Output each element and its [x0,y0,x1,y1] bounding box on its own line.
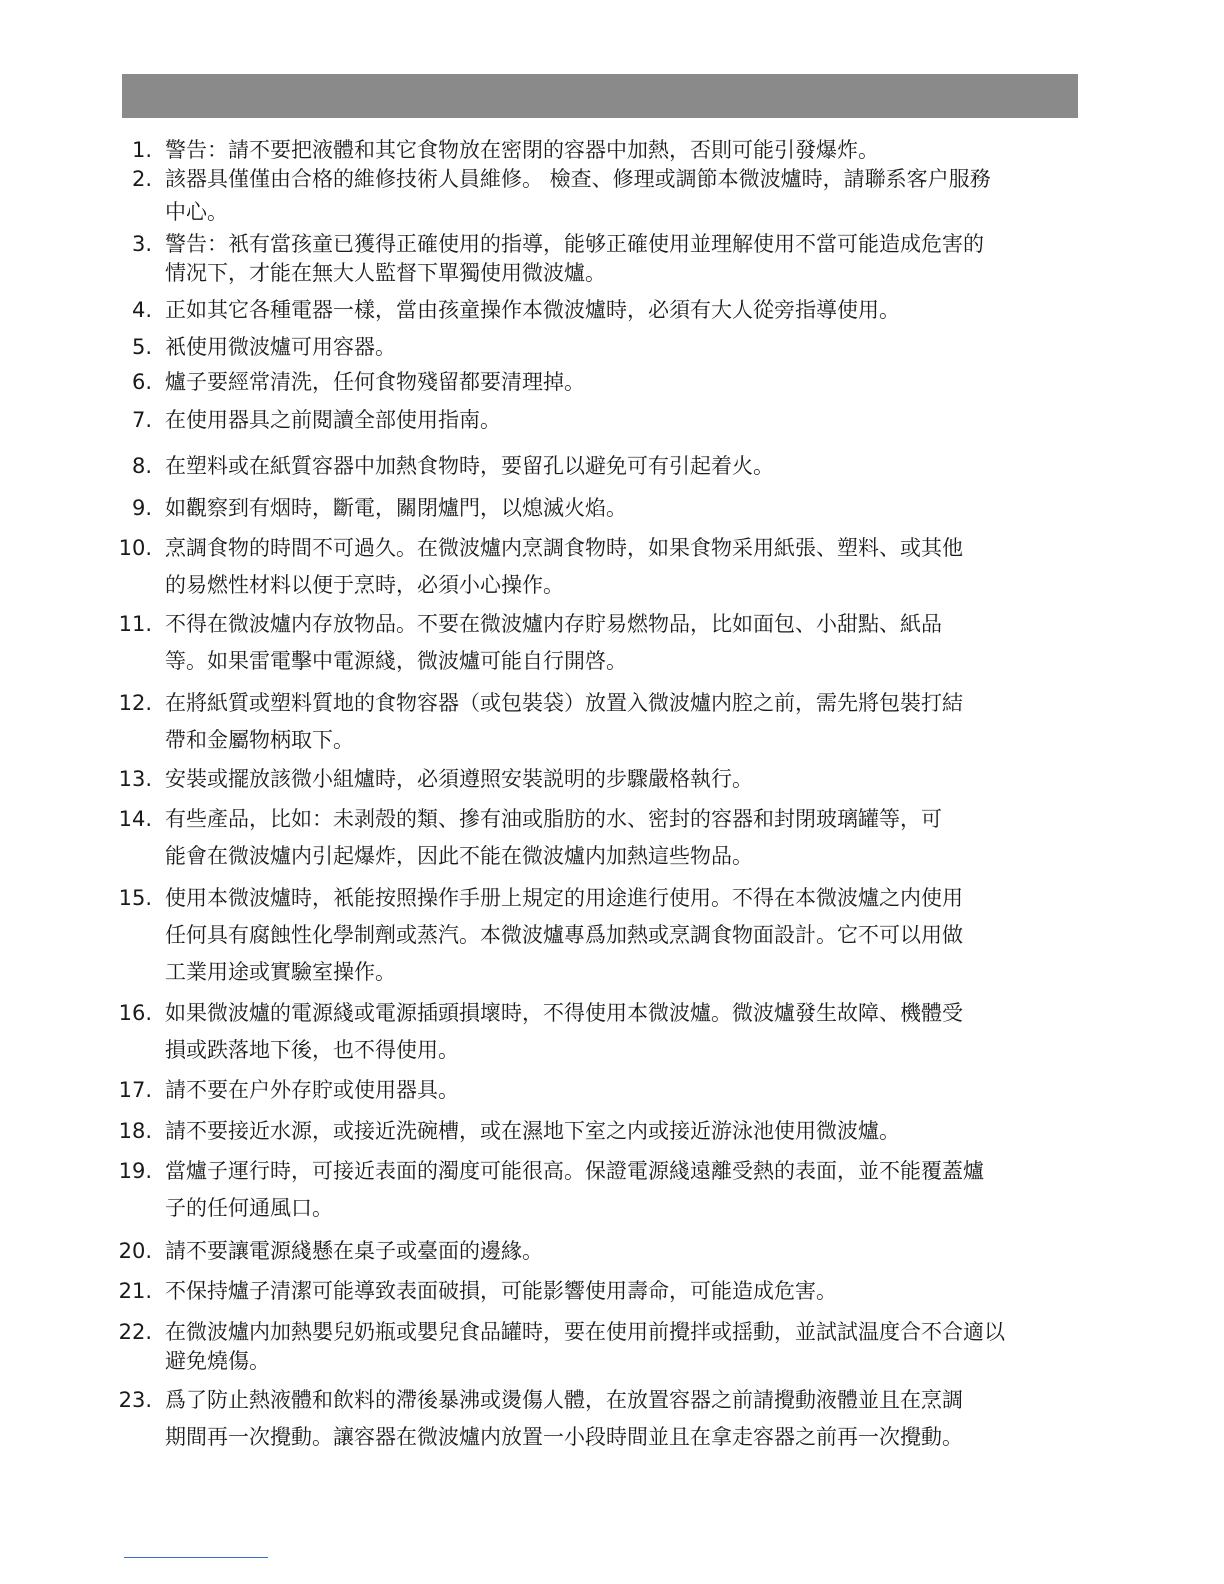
item-text-continued: 等。如果雷電擊中電源綫，微波爐可能自行開啓。 [165,649,627,673]
footer-rule [124,1557,268,1558]
item-number: 1. [131,138,152,162]
item-text-continued: 能會在微波爐内引起爆炸，因此不能在微波爐内加熱這些物品。 [165,844,753,868]
item-number: 3. [131,232,152,256]
item-text: 不保持爐子清潔可能導致表面破損，可能影響使用壽命，可能造成危害。 [165,1279,837,1303]
item-text-continued: 的易燃性材料以便于烹時，必須小心操作。 [165,573,564,597]
item-number: 15. [118,886,152,910]
item-text: 該器具僅僅由合格的維修技術人員維修。 檢查、修理或調節本微波爐時，請聯系客户服務 [165,167,991,191]
item-text: 烹調食物的時間不可過久。在微波爐内烹調食物時，如果食物采用紙張、塑料、或其他 [165,536,963,560]
item-text-continued: 中心。 [165,200,228,224]
item-text: 當爐子運行時，可接近表面的濁度可能很高。保證電源綫遠離受熱的表面，並不能覆蓋爐 [165,1159,984,1183]
item-text: 警告：請不要把液體和其它食物放在密閉的容器中加熱，否則可能引發爆炸。 [165,138,879,162]
item-text: 在塑料或在紙質容器中加熱食物時，要留孔以避免可有引起着火。 [165,454,774,478]
item-text: 安裝或擺放該微小組爐時，必須遵照安裝説明的步驟嚴格執行。 [165,767,753,791]
item-text: 在將紙質或塑料質地的食物容器（或包裝袋）放置入微波爐内腔之前，需先將包裝打結 [165,691,963,715]
item-number: 14. [118,807,152,831]
item-text-continued: 期間再一次攪動。讓容器在微波爐内放置一小段時間並且在拿走容器之前再一次攪動。 [165,1425,963,1449]
item-text-continued: 情况下，才能在無大人監督下單獨使用微波爐。 [165,261,606,285]
item-text-continued: 避免燒傷。 [165,1349,270,1373]
item-text: 衹使用微波爐可用容器。 [165,335,396,359]
item-number: 23. [118,1388,152,1412]
item-text: 請不要接近水源，或接近洗碗槽，或在濕地下室之内或接近游泳池使用微波爐。 [165,1119,900,1143]
item-number: 7. [131,408,152,432]
item-text-continued: 工業用途或實驗室操作。 [165,960,396,984]
item-number: 18. [118,1119,152,1143]
item-text-continued: 任何具有腐蝕性化學制劑或蒸汽。本微波爐專爲加熱或烹調食物面設計。它不可以用做 [165,923,963,947]
item-text: 使用本微波爐時，衹能按照操作手册上規定的用途進行使用。不得在本微波爐之内使用 [165,886,963,910]
item-number: 5. [131,335,152,359]
item-number: 20. [118,1239,152,1263]
item-text: 在微波爐内加熱嬰兒奶瓶或嬰兒食品罐時，要在使用前攪拌或揺動，並試試温度合不合適以 [165,1320,1005,1344]
section-header-bar [122,74,1078,118]
item-number: 12. [118,691,152,715]
item-text: 請不要讓電源綫懸在桌子或臺面的邊緣。 [165,1239,543,1263]
item-text: 請不要在户外存貯或使用器具。 [165,1078,459,1102]
item-number: 4. [131,298,152,322]
item-text: 如觀察到有烟時，斷電，關閉爐門，以熄滅火焰。 [165,496,627,520]
item-text: 爐子要經常清洗，任何食物殘留都要清理掉。 [165,370,585,394]
item-number: 21. [118,1279,152,1303]
item-text: 有些產品，比如：未剥殻的類、摻有油或脂肪的水、密封的容器和封閉玻璃罐等，可 [165,807,942,831]
item-number: 8. [131,454,152,478]
item-text: 警告：衹有當孩童已獲得正確使用的指導，能够正確使用並理解使用不當可能造成危害的 [165,232,984,256]
item-number: 2. [131,167,152,191]
item-text-continued: 子的任何通風口。 [165,1196,333,1220]
item-text: 如果微波爐的電源綫或電源插頭損壞時，不得使用本微波爐。微波爐發生故障、機體受 [165,1001,963,1025]
item-text-continued: 帶和金屬物柄取下。 [165,728,354,752]
item-text: 正如其它各種電器一樣，當由孩童操作本微波爐時，必須有大人從旁指導使用。 [165,298,900,322]
item-number: 16. [118,1001,152,1025]
item-text: 爲了防止熱液體和飲料的滯後暴沸或燙傷人體，在放置容器之前請攪動液體並且在烹調 [165,1388,963,1412]
item-number: 19. [118,1159,152,1183]
item-number: 6. [131,370,152,394]
item-number: 9. [131,496,152,520]
item-text-continued: 損或跌落地下後，也不得使用。 [165,1038,459,1062]
item-text: 在使用器具之前閱讀全部使用指南。 [165,408,501,432]
item-text: 不得在微波爐内存放物品。不要在微波爐内存貯易燃物品，比如面包、小甜點、紙品 [165,612,942,636]
item-number: 10. [118,536,152,560]
item-number: 17. [118,1078,152,1102]
item-number: 11. [118,612,152,636]
item-number: 22. [118,1320,152,1344]
item-number: 13. [118,767,152,791]
